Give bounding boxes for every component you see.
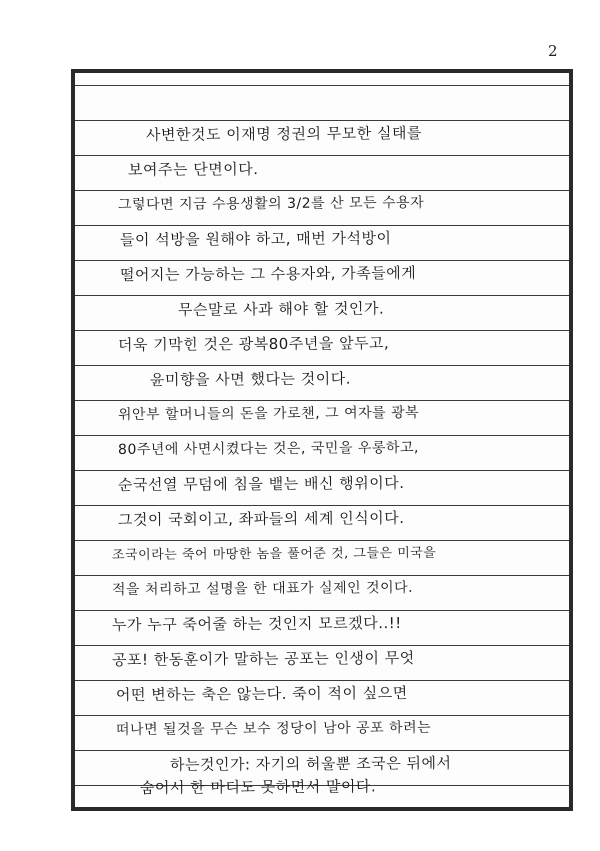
- ruled-line: [75, 540, 569, 541]
- ruled-line: [75, 260, 569, 261]
- ruled-line: [75, 470, 569, 471]
- handwritten-line: 윤미향을 사면 했다는 것이다.: [149, 369, 352, 389]
- ruled-line: [75, 505, 569, 506]
- handwritten-line: 떠나면 될것을 무슨 보수 정당이 남아 공포 하려는: [115, 719, 432, 738]
- handwritten-line: 하는것인가: 자기의 허울뿐 조국은 뒤에서: [169, 754, 452, 774]
- ruled-line: [75, 610, 569, 611]
- ruled-line: [75, 715, 569, 716]
- page-number: 2: [548, 42, 558, 60]
- handwritten-line: 누가 누구 죽어줄 하는 것인지 모르겠다..!!: [111, 613, 402, 634]
- ruled-line: [75, 120, 569, 121]
- ruled-line: [75, 750, 569, 751]
- ruled-line: [75, 330, 569, 331]
- handwritten-line: 순국선열 무덤에 침을 뱉는 배신 행위이다.: [117, 474, 405, 494]
- ruled-line: [75, 225, 569, 226]
- ruled-line: [75, 295, 569, 296]
- handwritten-line: 위안부 할머니들의 돈을 가로챈, 그 여자를 광복: [117, 404, 420, 423]
- ruled-line: [75, 680, 569, 681]
- handwritten-line: 들이 석방을 원해야 하고, 매번 가석방이: [119, 229, 392, 249]
- handwritten-line: 숨어서 한 마디도 못하면서 말이다.: [139, 777, 377, 797]
- ruled-line: [75, 365, 569, 366]
- handwritten-line: 더욱 기막힌 것은 광복80주년을 앞두고,: [117, 334, 390, 354]
- handwritten-line: 어떤 변하는 축은 않는다. 죽이 적이 싶으면: [115, 683, 408, 704]
- handwritten-line: 공포! 한동훈이가 말하는 공포는 인생이 무엇: [111, 648, 415, 669]
- ruled-line: [75, 190, 569, 191]
- handwritten-line: 무슨말로 사과 해야 할 것인가.: [177, 299, 385, 319]
- handwritten-line: 그것이 국회이고, 좌파들의 세계 인식이다.: [117, 509, 405, 529]
- handwritten-line: 사변한것도 이재명 정권의 무모한 실태를: [145, 124, 422, 144]
- handwritten-line: 그렇다면 지금 수용생활의 3/2를 산 모든 수용자: [117, 194, 425, 213]
- ruled-line: [75, 400, 569, 401]
- handwritten-line: 떨어지는 가능하는 그 수용자와, 가족들에게: [119, 263, 417, 284]
- handwritten-line: 적을 처리하고 설명을 한 대표가 실제인 것이다.: [111, 579, 414, 598]
- handwritten-line: 80주년에 사면시켰다는 것은, 국민을 우롱하고,: [117, 439, 420, 458]
- ruled-line: [75, 435, 569, 436]
- handwritten-line: 보여주는 단면이다.: [127, 160, 259, 179]
- ruled-line: [75, 155, 569, 156]
- ruled-line: [75, 575, 569, 576]
- ruled-line: [75, 645, 569, 646]
- ruled-line: [75, 85, 569, 86]
- handwritten-line: 조국이라는 죽어 마땅한 놈을 풀어준 것, 그들은 미국을: [111, 545, 437, 563]
